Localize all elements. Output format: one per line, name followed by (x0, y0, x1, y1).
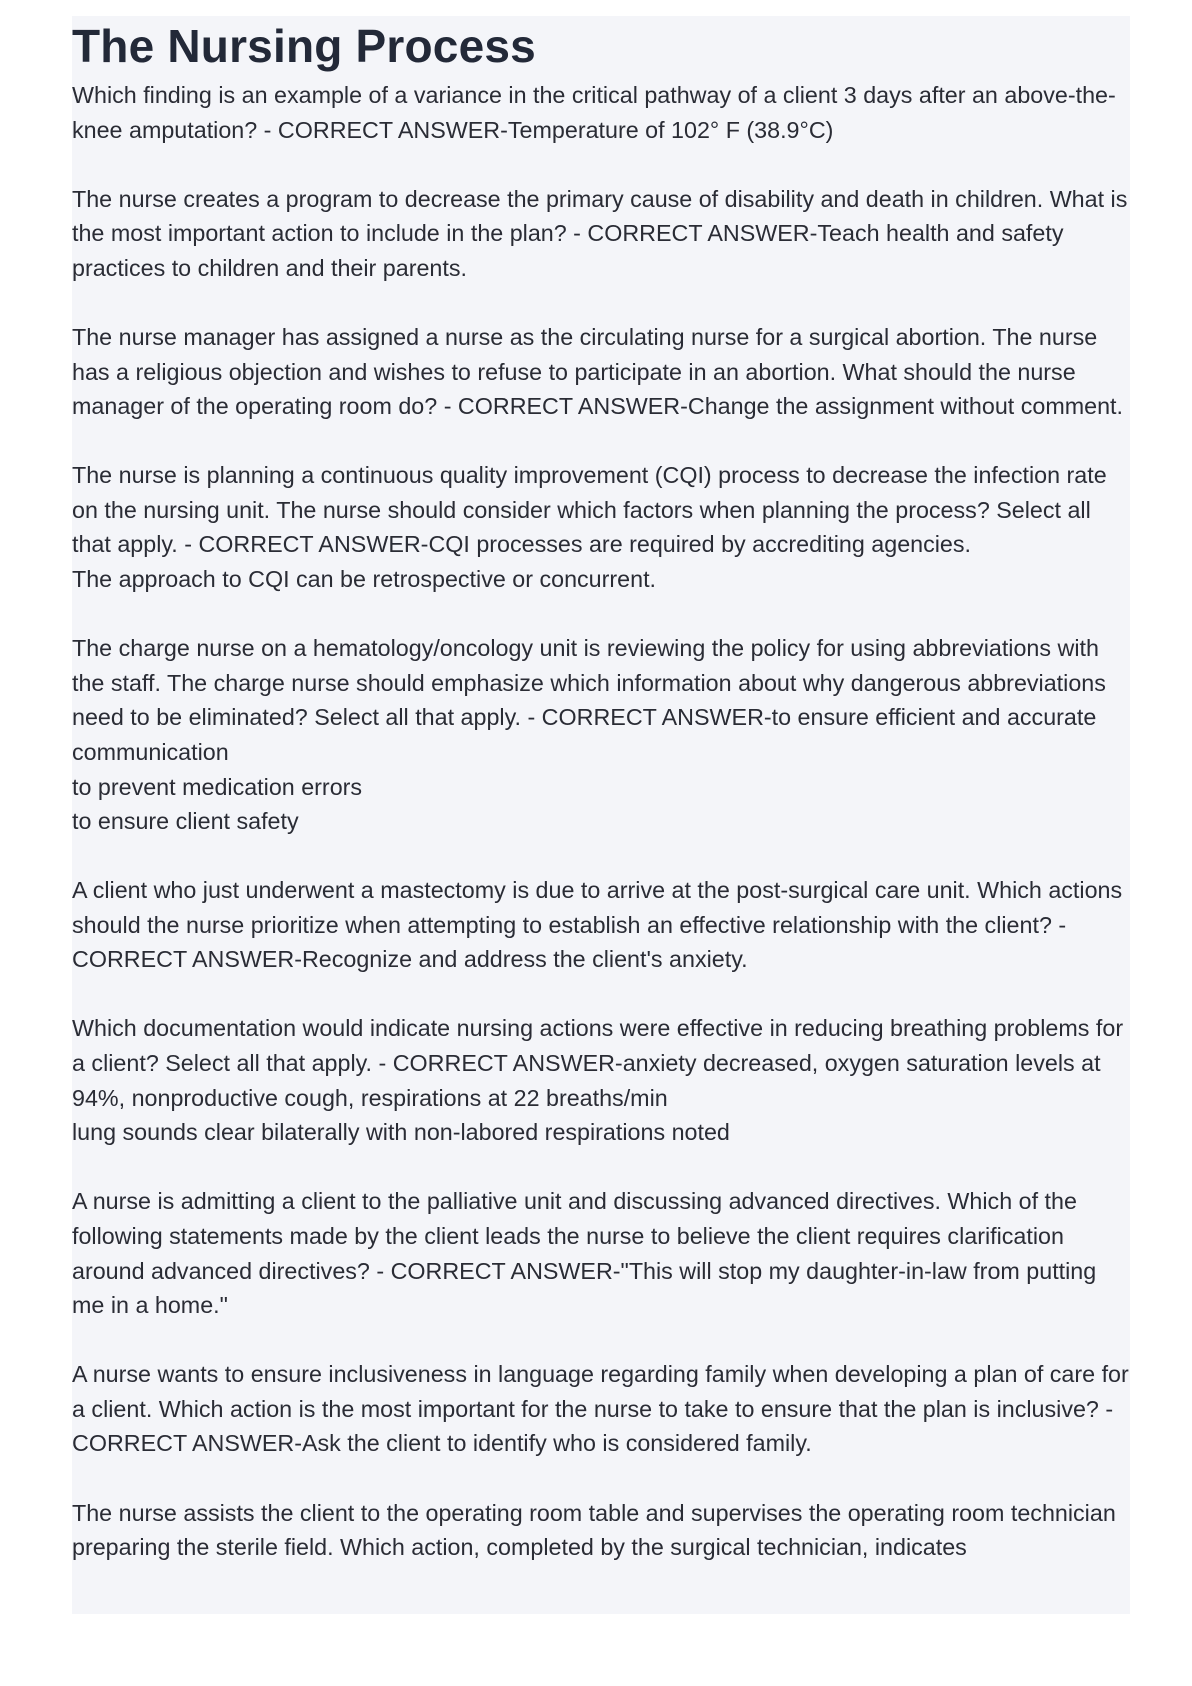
qa-item (72, 1496, 1130, 1565)
question-text: A client who just underwent a mastectomy is due to arrive at the post-surgical care unit. Which actions should the nurse prioritize when attempting to establish an effective relationship with the client? - CORRECT ANSWER- (72, 877, 1123, 973)
qa-item (72, 1357, 1130, 1461)
qa-item (72, 631, 1130, 839)
answer-text: Recognize and address the client's anxiety. (301, 946, 748, 973)
page-title: The Nursing Process (72, 20, 536, 72)
qa-item (72, 182, 1130, 286)
qa-item (72, 1011, 1130, 1149)
answer-text: "This will stop my daughter-in-law from putting me in a home." (72, 1257, 1097, 1319)
question-text: The nurse assists the client to the operating room table and supervises the operating room technician preparing the sterile field. Which action, completed by the surgical technician, indicates (72, 1499, 1116, 1561)
question-text: The nurse manager has assigned a nurse as the circulating nurse for a surgical abortion. The nurse has a religious objection and wishes to refuse to participate in an abortion. What should the nurse manager of the operating room do? - CORRECT ANSWER- (72, 323, 1098, 420)
qa-item (72, 873, 1130, 977)
answer-text: Ask the client to identify who is considered family. (301, 1430, 812, 1457)
answer-text: anxiety decreased, oxygen saturation levels at 94%, nonproductive cough, respirations at 22 breaths/min lung sounds clear bilaterally with non-labored respirations noted (72, 1050, 1101, 1146)
qa-item (72, 458, 1130, 596)
question-text: Which documentation would indicate nursing actions were effective in reducing breathing problems for a client? Select all that apply. - CORRECT ANSWER- (72, 1015, 1124, 1077)
answer-text: Temperature of 102° F (38.9°C) (507, 116, 834, 143)
question-text: Which finding is an example of a variance in the critical pathway of a client 3 days after an above-the-knee amputation? - CORRECT ANSWER- (72, 82, 1116, 143)
answer-text: to ensure efficient and accurate communication to prevent medication errors to ensure client safety (72, 704, 1097, 835)
answer-text: Teach health and safety practices to children and their parents. (72, 220, 1064, 281)
document-body (72, 16, 1130, 1614)
answer-text: CQI processes are required by accrediting agencies. The approach to CQI can be retrospective or concurrent. (72, 531, 972, 593)
qa-item (72, 1184, 1130, 1322)
question-text: The nurse creates a program to decrease the primary cause of disability and death in children. What is the most important action to include in the plan? - CORRECT ANSWER- (72, 185, 1128, 247)
question-text: The nurse is planning a continuous quality improvement (CQI) process to decrease the infection rate on the nursing unit. The nurse should consider which factors when planning the process? Select all that apply. - CORRECT ANSWER- (72, 462, 1107, 558)
question-text: A nurse is admitting a client to the palliative unit and discussing advanced directives. Which of the following statements made by the client leads the nurse to believe the client requires clarification around advanced directives? - CORRECT ANSWER- (72, 1188, 1077, 1284)
question-text: A nurse wants to ensure inclusiveness in language regarding family when developing a plan of care for a client. Which action is the most important for the nurse to take to ensure that the plan is inclusive? - CORRECT ANSWER- (72, 1361, 1129, 1457)
qa-item (72, 320, 1130, 424)
qa-item (72, 78, 1130, 147)
question-text: The charge nurse on a hematology/oncology unit is reviewing the policy for using abbreviations with the staff. The charge nurse should emphasize which information about why dangerous abbreviations need to be eliminated? Select all that apply. - CORRECT ANSWER- (72, 635, 1106, 731)
answer-text: Change the assignment without comment. (687, 393, 1124, 420)
